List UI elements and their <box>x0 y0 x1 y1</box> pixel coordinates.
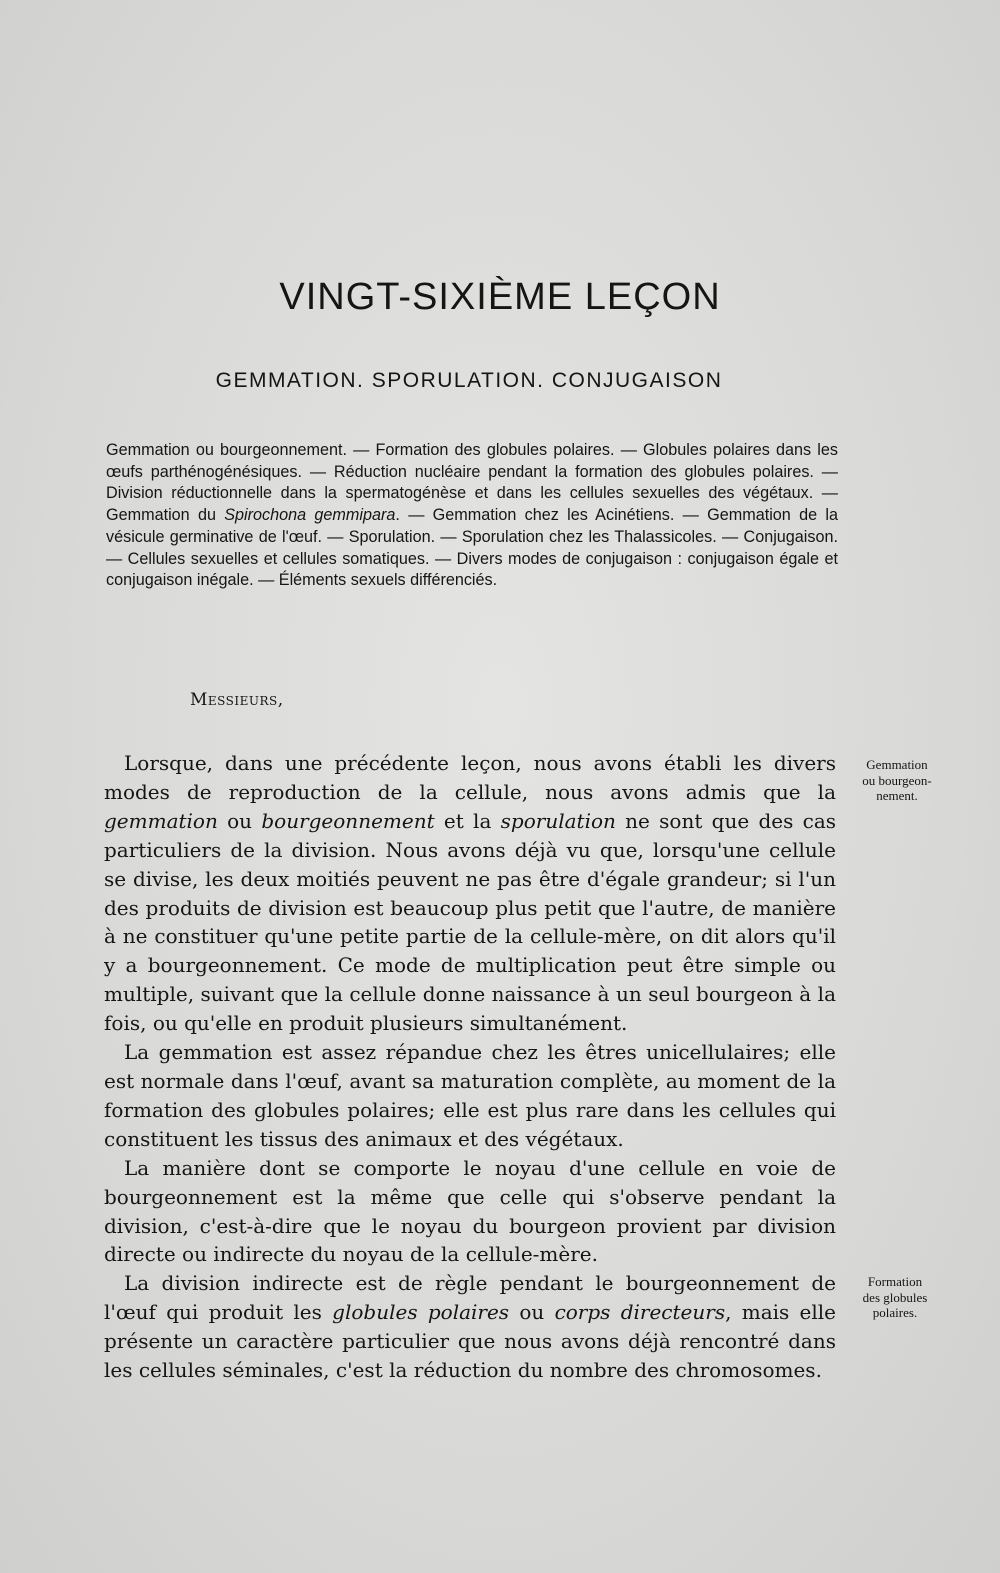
summary-italic-species: Spirochona gemmipara <box>224 506 396 525</box>
italic-term: gemmation <box>104 808 218 833</box>
chapter-summary <box>106 440 838 592</box>
paragraph-text: , mais elle présente un caractère particulier que nous avons déjà rencontré dans les cellules séminales, c'est la réduction du nombre des chromosomes. <box>104 1300 837 1383</box>
margin-note-line: Formation <box>867 1274 923 1289</box>
salutation: Messieurs, <box>190 690 284 710</box>
paragraph-1 <box>104 749 836 1038</box>
italic-term: globules polaires <box>332 1300 510 1325</box>
paragraph-text: et la <box>434 808 501 833</box>
paragraph-text: Lorsque, dans une précédente leçon, nous avons établi les divers modes de reproduction de la cellule, nous avons admis que la <box>104 751 836 804</box>
margin-note-line: ou bourgeon- <box>862 772 932 788</box>
paragraph-text: ou <box>509 1300 555 1325</box>
chapter-subtitle: GEMMATION. SPORULATION. CONJUGAISON <box>215 369 723 392</box>
margin-note-gemmation <box>842 757 952 804</box>
chapter-title: VINGT-SIXIÈME LEÇON <box>279 276 721 318</box>
paragraph-3: La manière dont se comporte le noyau d'une cellule en voie de bourgeonnement est la même que celle qui s'observe pendant la division, c'est-à-dire que le noyau du bourgeon provient par division directe ou indirecte du noyau de la cellule-mère. <box>104 1155 836 1267</box>
paragraph-4 <box>104 1269 836 1385</box>
margin-note-line: nement. <box>876 788 918 803</box>
italic-term: corps directeurs <box>554 1300 726 1325</box>
margin-note-formation <box>840 1274 950 1321</box>
paragraph-text: La division indirecte est de règle pendant le bourgeonnement de l'œuf qui produit les <box>104 1271 836 1325</box>
paragraph-2: La gemmation est assez répandue chez les êtres unicellulaires; elle est normale dans l'œuf, avant sa maturation complète, au moment de la formation des globules polaires; elle est plus rare dans les cellules qui constituent les tissus des animaux et des végétaux. <box>104 1040 836 1151</box>
paragraph-text: ne sont que des cas particuliers de la division. Nous avons déjà vu que, lorsqu'une cellule se divise, les deux moitiés peuvent ne pas être d'égale grandeur; si l'un des produits de division est beaucoup plus petit que l'autre, de manière à ne constituer qu'une petite partie de la cellule-mère, on dit alors qu'il y a bourgeonnement. Ce mode de multiplication peut être simple ou multiple, suivant que la cellule donne naissance à un seul bourgeon à la fois, ou qu'elle en produit plusieurs simultanément. <box>104 808 837 1036</box>
body-text <box>104 749 836 1385</box>
margin-note-line: Gemmation <box>866 757 928 772</box>
italic-term: bourgeonnement <box>261 808 435 833</box>
margin-note-line: des globules <box>862 1289 928 1305</box>
italic-term: sporulation <box>500 808 616 833</box>
summary-text-continued: . — Gemmation chez les Acinétiens. — Gemmation de la vésicule germinative de l'œuf. — Sporulation. — Sporulation chez les Thalassicoles. — Conjugaison. — Cellules sexuelles et cellules somatiques. — Divers modes de conjugaison : conjugaison égale et conjugaison inégale. — Éléments sexuels différenciés. <box>106 506 838 590</box>
margin-note-line: polaires. <box>872 1305 918 1320</box>
paragraph-text: ou <box>217 808 262 833</box>
summary-text: Gemmation ou bourgeonnement. — Formation des globules polaires. — Globules polaires dans les œufs parthénogénésiques. — Réduction nucléaire pendant la formation des globules polaires. — Division réductionnelle dans la spermatogénèse et dans les cellules sexuelles des végétaux. — Gemmation du <box>106 441 838 525</box>
